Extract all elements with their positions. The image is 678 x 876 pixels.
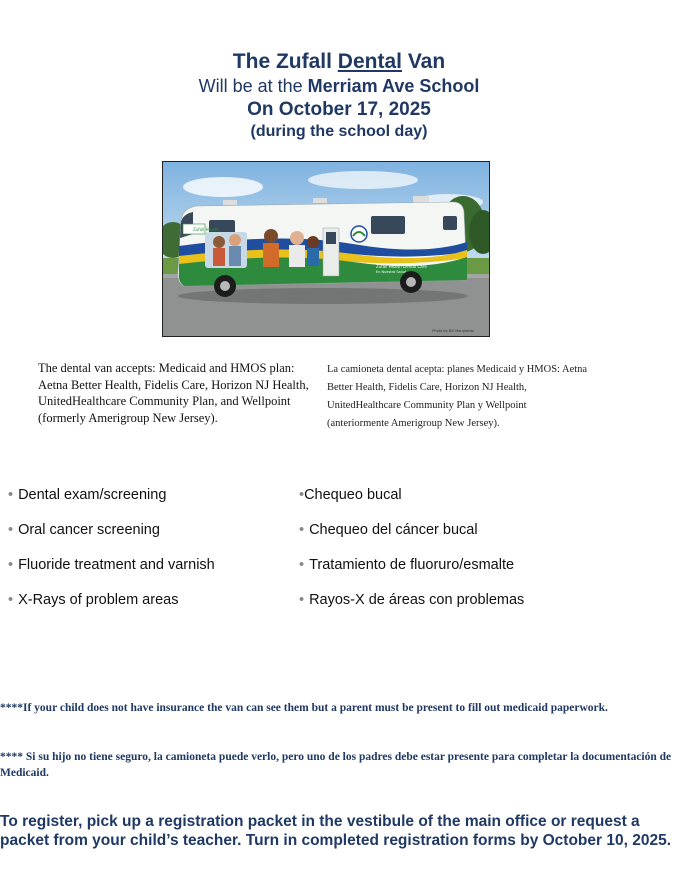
bullet-icon: • — [299, 522, 305, 538]
van-side-text: Zufall Health Dental Care — [376, 264, 427, 269]
service-item-es: • Chequeo del cáncer bucal — [299, 522, 478, 538]
service-item: • Dental exam/screening — [8, 487, 167, 503]
service-item: • X-Rays of problem areas — [8, 592, 179, 608]
service-item: • Oral cancer screening — [8, 522, 160, 538]
time-note: (during the school day) — [250, 123, 428, 140]
location-name: Merriam Ave School — [307, 76, 480, 96]
service-item: • Fluoride treatment and varnish — [8, 557, 215, 573]
bullet-icon: • — [8, 522, 14, 538]
bullet-icon: • — [8, 487, 14, 503]
service-item-es: • Tratamiento de fluoruro/esmalte — [299, 557, 515, 573]
bullet-icon: • — [8, 592, 14, 608]
date-line: On October 17, 2025 — [247, 99, 431, 120]
bullet-icon: • — [8, 557, 14, 573]
bullet-icon: • — [299, 592, 305, 608]
cloud — [183, 177, 263, 197]
location-prefix: Will be at the — [198, 76, 308, 96]
title-suffix: Van — [401, 50, 446, 73]
service-item-es: •Chequeo bucal — [299, 487, 402, 503]
location-line — [0, 76, 678, 97]
bullet-icon: • — [299, 557, 305, 573]
insurance-note-spanish: **** Si su hijo no tiene seguro, la camioneta puede verlo, pero uno de los padres debe estar presente para completar la documentación de Medicaid. — [0, 751, 672, 779]
cloud — [308, 171, 418, 189]
insurance-note-english: ****If your child does not have insurance the van can see them but a parent must be present to fill out medicaid paperwork. — [0, 702, 608, 714]
title-prefix: The Zufall — [232, 50, 338, 73]
title-line — [0, 50, 678, 74]
title-dental: Dental — [337, 50, 402, 73]
photo-credit: Photo by Bill Mongiardo — [432, 329, 474, 333]
bullet-icon: • — [299, 487, 305, 503]
insurance-english: The dental van accepts: Medicaid and HMOS plan: Aetna Better Health, Fidelis Care, Horizon NJ Health, UnitedHealthcare Community Plan, and Wellpoint (formerly Amerigroup New Jersey). — [38, 361, 309, 425]
van-side-text-2: En Nuestra Salud — [376, 270, 407, 274]
insurance-spanish: La camioneta dental acepta: planes Medicaid y HMOS: Aetna Better Health, Fidelis Care, Horizon NJ Health, UnitedHealthcare Community Plan y Wellpoint (anteriormente Amerigroup New Jersey). — [327, 364, 588, 429]
dental-van-photo — [162, 161, 490, 337]
registration-instructions: To register, pick up a registration packet in the vestibule of the main office or request a packet from your child’s teacher. Turn in completed registration forms by October 10, 2025. — [0, 813, 671, 849]
van-body — [178, 196, 467, 286]
van-logo-text: Zufall Health — [193, 227, 219, 232]
service-item-es: • Rayos-X de áreas con problemas — [299, 592, 525, 608]
